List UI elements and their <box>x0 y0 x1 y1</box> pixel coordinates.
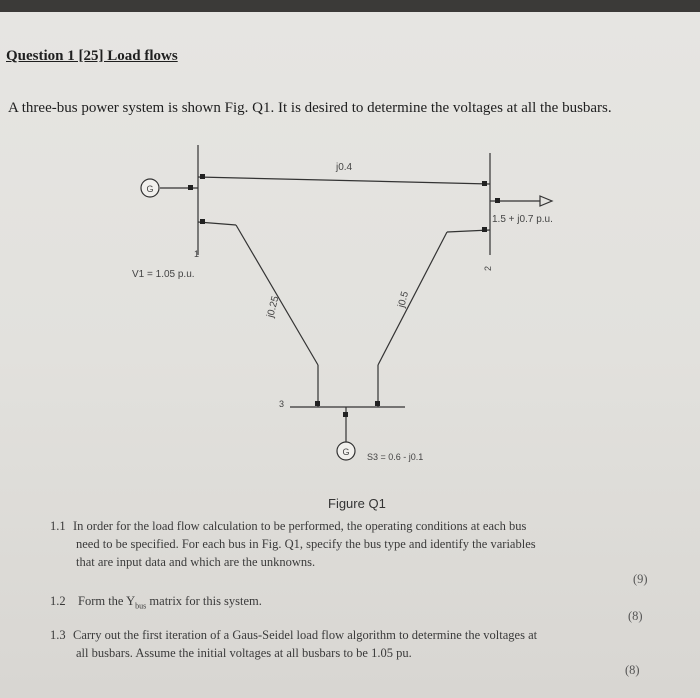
item-1-2-subscript: bus <box>135 601 147 611</box>
breaker-load2 <box>495 198 500 203</box>
bus3-gen-label: S3 = 0.6 - j0.1 <box>367 452 424 462</box>
gen1-letter: G <box>146 184 154 194</box>
line-2-3-b <box>378 232 447 365</box>
bus3-number: 3 <box>279 399 285 409</box>
line-1-2 <box>198 177 490 184</box>
bus1-number: 1 <box>194 249 200 259</box>
item-1-2-number: 1.2 <box>50 594 66 608</box>
impedance-23-label: j0.5 <box>396 290 412 309</box>
top-edge <box>0 0 700 12</box>
item-1-3-line2: all busbars. Assume the initial voltages at all busbars to be 1.05 pu. <box>76 646 412 660</box>
breaker-gen1 <box>188 185 193 190</box>
figure-caption: Figure Q1 <box>328 496 386 511</box>
impedance-12-label: j0.4 <box>336 162 353 173</box>
breaker-gen3 <box>343 412 348 417</box>
breaker-1-2a <box>200 174 205 179</box>
bus1-voltage-label: V1 = 1.05 p.u. <box>132 269 195 280</box>
item-1-1-number: 1.1 <box>50 519 66 533</box>
gen3-letter: G <box>342 447 350 457</box>
load-arrow-head <box>540 196 552 206</box>
item-1-1-marks: (9) <box>633 572 648 586</box>
question-heading: Question 1 [25] Load flows <box>6 48 178 64</box>
breaker-1-2b <box>482 181 487 186</box>
breaker-2-3b <box>375 401 380 406</box>
item-1-3-marks: (8) <box>625 663 640 677</box>
line-1-3-b <box>236 225 318 365</box>
breaker-1-3b <box>315 401 320 406</box>
breaker-2-3a <box>482 227 487 232</box>
three-bus-diagram <box>0 130 700 470</box>
item-1-2-marks: (8) <box>628 609 643 623</box>
item-1-3-line1: Carry out the first iteration of a Gaus-Seidel load flow algorithm to determine the voltages at <box>73 628 538 642</box>
question-intro: A three-bus power system is shown Fig. Q1. It is desired to determine the voltages at all the busbars. <box>8 100 612 116</box>
item-1-2-text: Form the $Y_{bus}$ matrix for this system. <box>78 594 262 611</box>
item-1-1-line2: need to be specified. For each bus in Fig. Q1, specify the bus type and identify the variables <box>76 537 536 551</box>
breaker-1-3a <box>200 219 205 224</box>
bus2-number: 2 <box>483 265 493 271</box>
bus2-load-label: 1.5 + j0.7 p.u. <box>492 214 553 225</box>
item-1-1-line1: In order for the load flow calculation to be performed, the operating conditions at each bus <box>73 519 527 533</box>
item-1-3-number: 1.3 <box>50 628 66 642</box>
item-1-1-line3: that are input data and which are the unknowns. <box>76 555 316 569</box>
impedance-13-label: j0.25 <box>265 294 282 319</box>
